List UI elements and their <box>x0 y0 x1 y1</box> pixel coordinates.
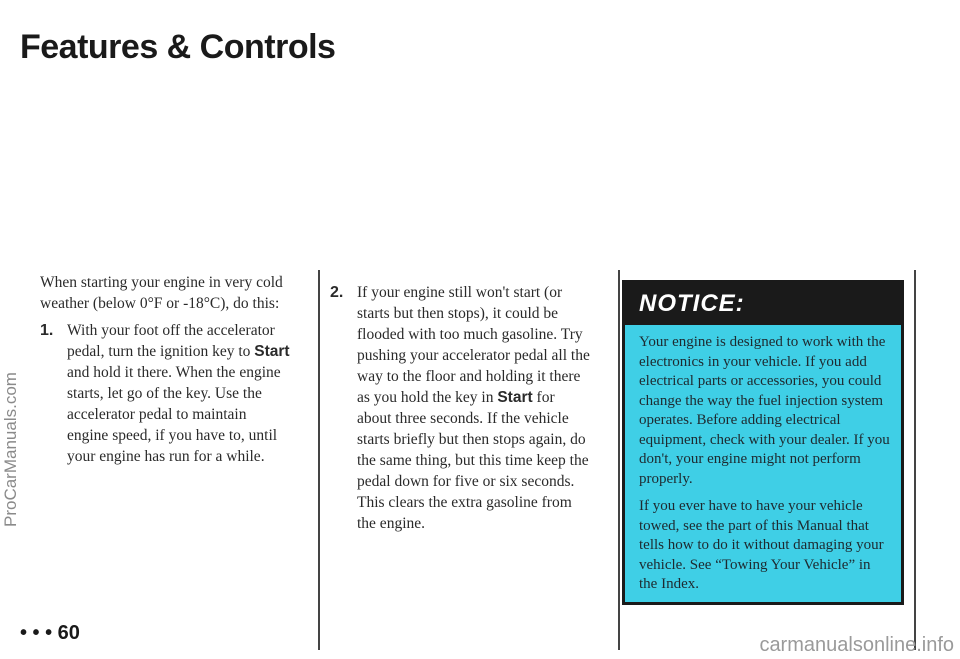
notice-paragraph-1: Your engine is designed to work with the electronics in your vehicle. If you add electrical parts or accessories, you could change the way the fuel injection system operates. Before adding electrical equipment, check with your dealer. If you don't, your engine might not perform properly. <box>639 334 890 487</box>
step-2-text-b: for about three seconds. If the vehicle starts briefly but then stops again, do the same thing, but this time keep the pedal down for five or six seconds. This clears the extra gasoline from the engine. <box>357 389 589 532</box>
step-1-number: 1. <box>40 322 54 339</box>
step-2-text-a: If your engine still won't start (or starts but then stops), it could be flooded with too much gasoline. Try pushing your accelerator pedal all the way to the floor and holding it there as you hold the key in <box>357 284 590 406</box>
step-1 <box>40 320 290 467</box>
step-2 <box>330 282 590 534</box>
column-divider-left <box>318 270 320 650</box>
intro-paragraph: When starting your engine in very cold weather (below 0°F or -18°C), do this: <box>40 274 283 312</box>
left-column <box>40 272 290 467</box>
step-2-keyword: Start <box>497 389 533 406</box>
page-title: Features & Controls <box>20 28 336 66</box>
step-1-keyword: Start <box>254 343 290 360</box>
corner-watermark: carmanualsonline.info <box>759 634 954 656</box>
middle-column <box>330 282 590 534</box>
step-1-text-a: With your foot off the accelerator pedal, turn the ignition key to <box>67 322 275 360</box>
notice-paragraph-2: If you ever have to have your vehicle towed, see the part of this Manual that tells how to do it without damaging your vehicle. See “Towing Your Vehicle” in the Index. <box>639 498 884 592</box>
column-divider-right <box>618 270 620 650</box>
step-2-number: 2. <box>330 284 344 301</box>
notice-body <box>625 325 901 595</box>
step-1-text-b: and hold it there. When the engine starts, let go of the key. Use the accelerator pedal to maintain engine speed, if you have to, until your engine has run for a while. <box>67 364 281 465</box>
side-watermark: ProCarManuals.com <box>1 372 20 528</box>
box-divider-right <box>914 270 916 650</box>
notice-box <box>622 280 904 605</box>
page-number: • • • 60 <box>20 622 80 644</box>
notice-heading: NOTICE: <box>625 283 901 325</box>
